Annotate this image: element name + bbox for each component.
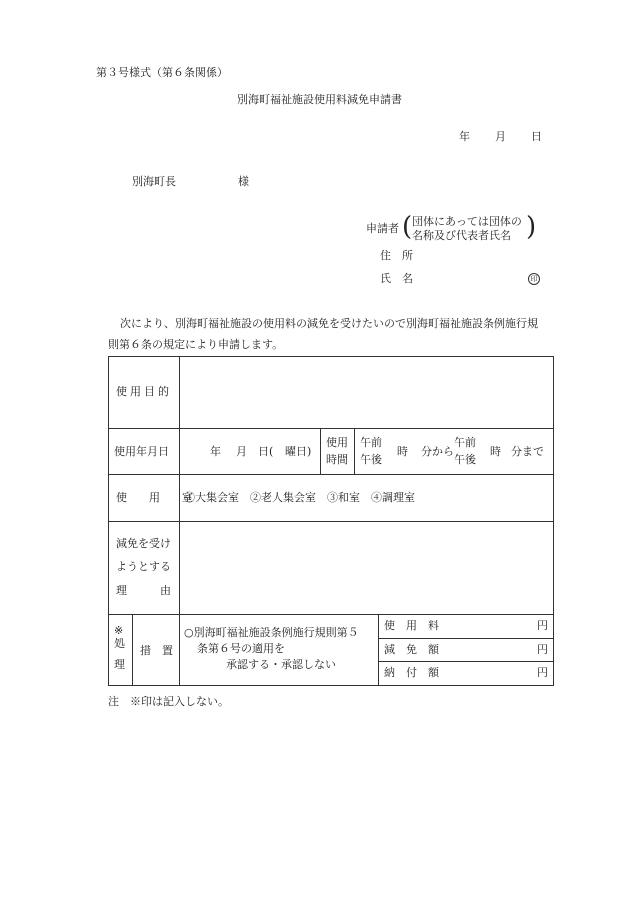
date-month-unit: 月 (236, 445, 247, 458)
applicant-label: 申請者 (366, 222, 399, 235)
room-label: 使 用 室 (116, 491, 193, 504)
date-year: 年 (459, 130, 470, 143)
reason-label-line2: ようとする (116, 560, 171, 573)
end-minute-until: 分まで (511, 445, 544, 458)
purpose-field[interactable] (186, 360, 548, 424)
close-paren: ) (526, 212, 537, 242)
footnote: 注 ※印は記入しない。 (108, 695, 229, 708)
measure-line2: 条第６号の適用を (197, 642, 285, 655)
start-hour-unit: 時 (397, 445, 408, 458)
reduction-yen: 円 (537, 643, 548, 656)
time-label-line2: 時間 (326, 453, 348, 466)
document-title: 別海町福祉施設使用料減免申請書 (237, 93, 402, 106)
approval-choice[interactable]: 承認する・承認しない (226, 658, 336, 671)
start-pm: 午後 (360, 453, 382, 466)
fee-yen: 円 (537, 619, 548, 632)
open-paren: ( (402, 212, 413, 242)
date-label: 使用年月日 (114, 445, 169, 458)
date-day: 日 (531, 130, 542, 143)
address-label: 住 所 (380, 249, 413, 262)
start-minute-from: 分から (421, 445, 454, 458)
applicant-note-line1: 団体にあっては団体の (412, 215, 522, 228)
reason-label-line1: 減免を受け (116, 537, 171, 550)
office-label-line1: 処 (114, 637, 125, 650)
purpose-label: 使用目的 (116, 385, 172, 398)
applicant-note-line2: 名称及び代表者氏名 (412, 229, 511, 242)
reduction-label: 減 免 額 (384, 643, 439, 656)
payment-yen: 円 (537, 666, 548, 679)
start-am: 午前 (360, 436, 382, 449)
end-am: 午前 (454, 436, 476, 449)
reason-field[interactable] (186, 526, 548, 610)
date-month: 月 (495, 130, 506, 143)
seal-mark: 印 (528, 273, 540, 285)
form-number: 第３号様式（第６条関係） (96, 66, 228, 79)
reason-label-line3b: 由 (160, 584, 171, 597)
payment-label: 納 付 額 (384, 666, 439, 679)
end-hour-unit: 時 (490, 445, 501, 458)
end-pm: 午後 (454, 453, 476, 466)
name-label: 氏 名 (380, 272, 413, 285)
measure-line1: ○別海町福祉施設条例施行規則第５ (184, 626, 359, 639)
measure-label: 措 置 (140, 644, 173, 657)
addressee-name: 別海町長 (132, 175, 176, 188)
intro-line-1: 次により、別海町福祉施設の使用料の減免を受けたいので別海町福祉施設条例施行規 (120, 317, 538, 330)
addressee-honorific: 様 (238, 175, 249, 188)
time-label-line1: 使用 (326, 436, 348, 449)
fee-label: 使 用 料 (384, 619, 439, 632)
reason-label-line3a: 理 (116, 584, 127, 597)
intro-line-2: 則第６条の規定により申請します。 (108, 338, 284, 351)
date-year-unit: 年 (210, 445, 221, 458)
date-weekday-unit: 曜日) (285, 445, 312, 458)
office-mark: ※ (114, 624, 124, 637)
office-label-line2: 理 (114, 658, 125, 671)
date-day-unit: 日( (258, 445, 274, 458)
room-options[interactable]: ①大集会室 ②老人集会室 ③和室 ④調理室 (184, 491, 415, 504)
